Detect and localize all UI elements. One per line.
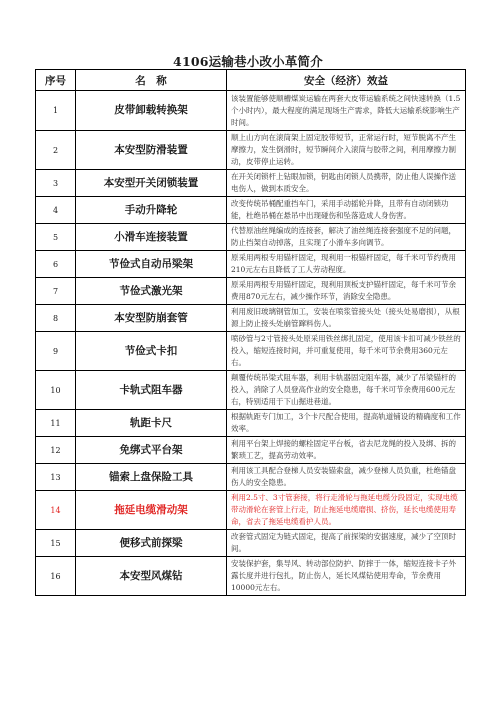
item-description: 喷砂管与2寸管接头处原采用铁丝绑扎固定，使用该卡扣可减少铁丝的投入，缩短连接时间，并可重复使用，每千米可节余费用360元左右。: [227, 332, 466, 371]
item-description: 在开关闭锁杆上钻眼加锁，钥匙由闭锁人员携带，防止他人误操作送电伤人，做到本质安全。: [227, 170, 466, 197]
table-row: [36, 491, 466, 530]
row-number: 2: [36, 131, 76, 170]
document-title: 4106运输巷小改小革简介: [173, 54, 323, 69]
table-row: [36, 371, 466, 410]
item-description: 利用2.5寸、3寸管套接，将行走滑轮与拖延电缆分段固定，实现电缆带动滑轮在套管上行走，防止拖延电缆磨损、挤伤，延长电缆使用寿命，省去了拖延电缆看护人员。: [227, 491, 466, 530]
item-description: 安装保护套，集导风、转动部位防护、防摔于一体，缩短连接卡子外露长度并进行包扎，防止伤人，延长风煤钻使用寿命，节余费用10000元左右。: [227, 557, 466, 596]
table-row: [36, 251, 466, 278]
table-row: [36, 410, 466, 437]
header-name: 名 称: [76, 70, 227, 91]
table-row: [36, 530, 466, 557]
table-row: [36, 91, 466, 131]
table-body: [36, 91, 466, 596]
item-name: 本安型防滑装置: [76, 131, 227, 170]
row-number: 12: [36, 437, 76, 464]
row-number: 15: [36, 530, 76, 557]
item-description: 该装置能够使顺槽煤炭运输在两套大皮带运输系统之间快速转换（1.5个小时内），最大程度的满足现场生产需求，降低大运输系统影响生产时间。: [227, 91, 466, 131]
row-number: 5: [36, 224, 76, 251]
item-name: 拖延电缆滑动架: [76, 491, 227, 530]
row-number: 11: [36, 410, 76, 437]
item-name: 节俭式激光架: [76, 278, 227, 305]
item-name: 节俭式自动吊梁架: [76, 251, 227, 278]
item-description: 顺上山方向在滚筒架上固定胶带短节，正常运行时，短节脱离不产生摩擦力，发生倒滑时，短节瞬间介入滚筒与胶带之间，利用摩擦力制动，皮带停止运转。: [227, 131, 466, 170]
row-number: 4: [36, 197, 76, 224]
header-no: 序号: [36, 70, 76, 91]
table-row: [36, 131, 466, 170]
item-name: 本安型开关闭锁装置: [76, 170, 227, 197]
row-number: 1: [36, 91, 76, 131]
row-number: 16: [36, 557, 76, 596]
item-name: 本安型防崩套管: [76, 305, 227, 332]
item-description: 改套管式固定为链式固定，提高了前探梁的安据速度，减少了空顶时间。: [227, 530, 466, 557]
item-name: 卡轨式阻车器: [76, 371, 227, 410]
row-number: 9: [36, 332, 76, 371]
item-name: 便移式前探梁: [76, 530, 227, 557]
item-name: 轨距卡尺: [76, 410, 227, 437]
table-row: [36, 437, 466, 464]
table-row: [36, 305, 466, 332]
item-name: 免绑式平台架: [76, 437, 227, 464]
item-description: 原采用两根专用锚杆固定，现利用顶板支护锚杆固定，每千米可节余费用870元左右，减少操作环节，消除安全隐患。: [227, 278, 466, 305]
item-description: 颠覆传统吊梁式阻车器，利用卡轨器固定阻车器，减少了吊梁锚杆的投入，消除了人员登高作业的安全隐患，每千米可节余费用600元左右，特别适用于下山掘进巷道。: [227, 371, 466, 410]
item-name: 皮带卸载转换架: [76, 91, 227, 131]
table-row: [36, 224, 466, 251]
item-name: 本安型风煤钻: [76, 557, 227, 596]
row-number: 6: [36, 251, 76, 278]
row-number: 8: [36, 305, 76, 332]
item-description: 原采用两根专用锚杆固定，现利用一根锚杆固定，每千米可节约费用210元左右且降低了工人劳动程度。: [227, 251, 466, 278]
item-name: 手动升降轮: [76, 197, 227, 224]
table-row: [36, 464, 466, 491]
header-desc: 安全（经济）效益: [227, 70, 466, 91]
table-row: [36, 197, 466, 224]
table-row: [36, 170, 466, 197]
item-name: 节俭式卡扣: [76, 332, 227, 371]
item-name: 小滑车连接装置: [76, 224, 227, 251]
table-header-row: [36, 70, 466, 91]
row-number: 14: [36, 491, 76, 530]
item-description: 代替原油丝绳编成的连接套，解决了油丝绳连接套强度不足的问题，防止挡架自动掉落，且实现了小滑车多向调节。: [227, 224, 466, 251]
row-number: 13: [36, 464, 76, 491]
row-number: 10: [36, 371, 76, 410]
item-description: 根据轨距专门加工，3个卡尺配合使用，提高轨道铺设的精确度和工作效率。: [227, 410, 466, 437]
row-number: 3: [36, 170, 76, 197]
item-description: 利用该工具配合登梯人员安装锚索盘，减少登梯人员负重，杜绝锚盘伤人的安全隐患。: [227, 464, 466, 491]
item-description: 改变传统吊桶配重挡车门，采用手动摇轮升降，且带有自动闭锁功能，杜绝吊桶在悬吊中出现碰伤和坠落造成人身伤害。: [227, 197, 466, 224]
table-row: [36, 278, 466, 305]
table-row: [36, 557, 466, 596]
item-description: 利用废旧玻璃钢管加工，安装在喷浆管接头处（接头处易磨损），从根源上防止接头处崩管蹿料伤人。: [227, 305, 466, 332]
item-description: 利用平台架上焊接的螺栓固定平台板，省去尼龙绳的投入及绑、拆的繁琐工艺，提高劳动效率。: [227, 437, 466, 464]
improvement-table: [35, 69, 466, 596]
item-name: 锚索上盘保险工具: [76, 464, 227, 491]
row-number: 7: [36, 278, 76, 305]
table-row: [36, 332, 466, 371]
